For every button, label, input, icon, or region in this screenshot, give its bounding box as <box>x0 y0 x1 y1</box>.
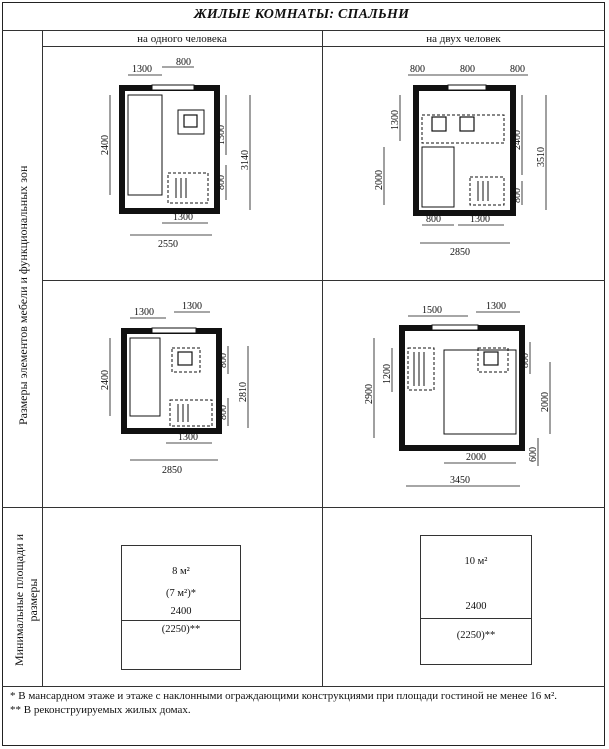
min-width-alt-two-person: (2250)** <box>456 630 496 641</box>
footnote-1: * В мансардном этаже и этаже с наклонными ограждающими конструкциями при площади гостиной не менее 16 м². <box>10 690 558 702</box>
dim-label: 1300 <box>132 64 152 75</box>
dim-label: 3450 <box>450 475 470 486</box>
dim-label: 1300 <box>216 125 227 145</box>
dim-label: 3510 <box>536 147 547 167</box>
min-width-one-person: 2400 <box>170 606 192 617</box>
dim-label: 1300 <box>486 301 506 312</box>
dim-label: 800 <box>218 405 229 420</box>
divider-notes <box>2 686 605 687</box>
dim-label: 2810 <box>238 382 249 402</box>
plan-two-person-b <box>360 298 580 498</box>
dim-label: 2850 <box>450 247 470 258</box>
row-label-minimums: Минимальные площади и размеры <box>12 533 40 667</box>
dim-label: 600 <box>528 447 539 462</box>
divider-columns <box>322 30 323 686</box>
divider-title <box>2 30 605 31</box>
divider-row1-mid <box>42 280 605 281</box>
divider-rowlabel <box>42 30 43 686</box>
dim-label: 2400 <box>100 370 111 390</box>
min-area-one-person: 8 м² <box>172 566 190 577</box>
divider-colhead <box>42 46 605 47</box>
dim-label: 800 <box>410 64 425 75</box>
dim-label: 800 <box>460 64 475 75</box>
dim-label: 2000 <box>374 170 385 190</box>
min-width-two-person: 2400 <box>465 601 487 612</box>
plan-two-person-a <box>370 55 570 260</box>
dim-label: 800 <box>218 353 229 368</box>
plan-one-person-a <box>100 55 280 255</box>
dim-label: 1300 <box>134 307 154 318</box>
dim-label: 2400 <box>100 135 111 155</box>
dim-label: 2900 <box>364 384 375 404</box>
dim-label: 1300 <box>173 212 193 223</box>
min-area-two-person: 10 м² <box>464 556 488 567</box>
dim-label: 1300 <box>178 432 198 443</box>
dim-label: 3140 <box>240 150 251 170</box>
dim-label: 800 <box>510 64 525 75</box>
dim-label: 1300 <box>470 214 490 225</box>
dim-label: 800 <box>176 57 191 68</box>
dim-label: 1500 <box>422 305 442 316</box>
dim-label: 800 <box>426 214 441 225</box>
footnote-2: ** В реконструируемых жилых домах. <box>10 704 191 716</box>
min-area-box-two-person <box>420 535 532 665</box>
dim-label: 800 <box>520 353 531 368</box>
dim-label: 2000 <box>540 392 551 412</box>
plan-one-person-b <box>100 298 280 488</box>
divider-row2 <box>2 507 605 508</box>
page-title: ЖИЛЫЕ КОМНАТЫ: СПАЛЬНИ <box>193 7 410 22</box>
column-header-two-person: на двух человек <box>426 33 501 45</box>
dim-label: 2400 <box>512 130 523 150</box>
dim-label: 800 <box>216 175 227 190</box>
dim-label: 1300 <box>182 301 202 312</box>
min-width-line-one-person <box>121 620 241 621</box>
column-header-one-person: на одного человека <box>137 33 227 45</box>
dim-label: 2850 <box>162 465 182 476</box>
min-width-line-two-person <box>420 618 532 619</box>
footnotes <box>10 690 600 718</box>
min-width-alt-one-person: (2250)** <box>161 624 201 635</box>
dim-label: 2550 <box>158 239 178 250</box>
dim-label: 2000 <box>466 452 486 463</box>
dim-label: 1300 <box>390 110 401 130</box>
dim-label: 800 <box>512 188 523 203</box>
row-label-dimensions: Размеры элементов мебели и функциональных зон <box>16 165 30 425</box>
dim-label: 1200 <box>382 364 393 384</box>
min-area-alt-one-person: (7 м²)* <box>166 588 196 599</box>
